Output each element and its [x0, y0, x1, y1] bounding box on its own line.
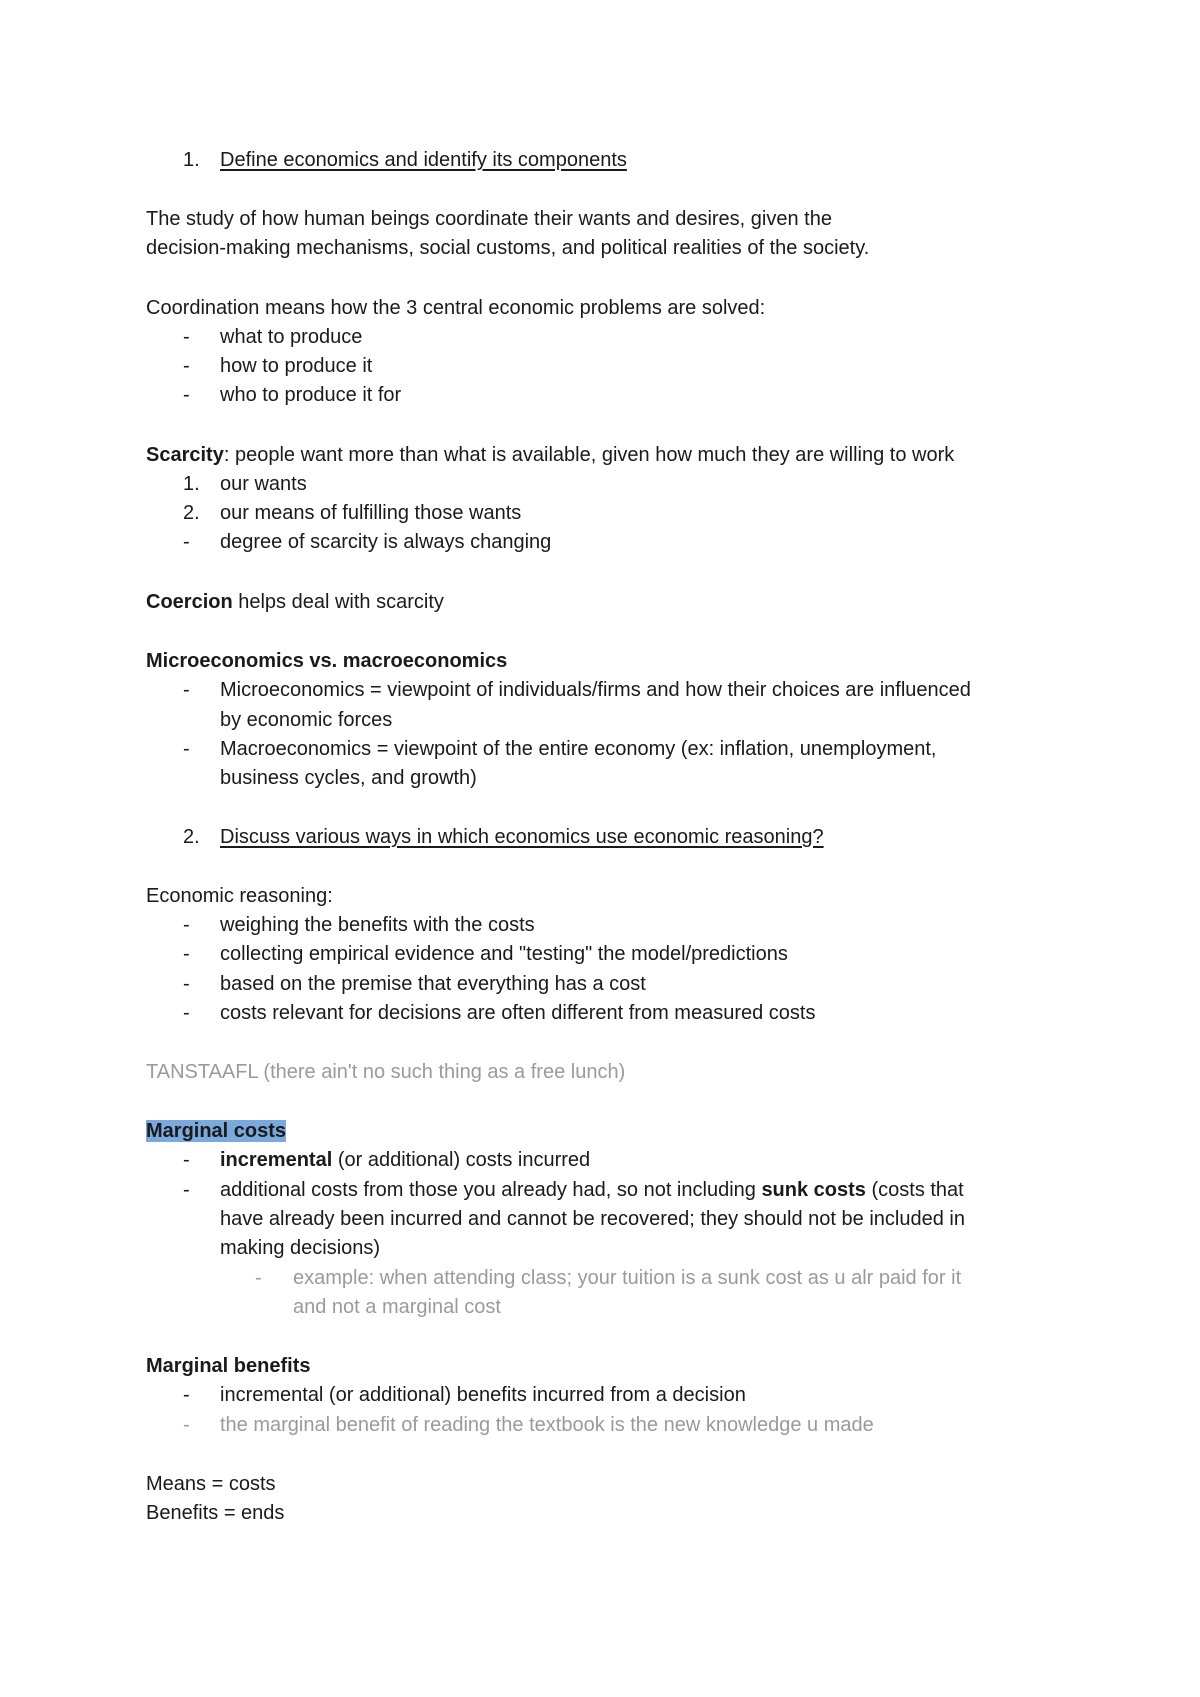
bullet-dash: -	[183, 1384, 190, 1406]
section-2-heading: Discuss various ways in which economics use economic reasoning?	[220, 826, 824, 848]
means-line: Means = costs	[146, 1473, 276, 1495]
coercion-text: helps deal with scarcity	[232, 591, 444, 613]
marginal-benefits-heading: Marginal benefits	[146, 1355, 311, 1377]
reasoning-item: weighing the benefits with the costs	[220, 914, 535, 936]
bullet-dash: -	[183, 914, 190, 936]
section-1-heading: Define economics and identify its components	[220, 149, 627, 171]
sunk-costs-term: sunk costs	[761, 1179, 866, 1201]
definition-line-2: decision-making mechanisms, social customs, and political realities of the society.	[146, 237, 870, 259]
bullet-dash: -	[183, 738, 190, 760]
mc-example-line-2: and not a marginal cost	[293, 1296, 501, 1318]
scarcity-item: degree of scarcity is always changing	[220, 531, 552, 553]
micro-line-1: Microeconomics = viewpoint of individuals/firms and how their choices are influenced	[220, 679, 971, 701]
reasoning-item: based on the premise that everything has a cost	[220, 973, 646, 995]
micro-macro-heading: Microeconomics vs. macroeconomics	[146, 650, 508, 672]
marginal-costs-heading-line	[146, 1117, 286, 1146]
reasoning-item: collecting empirical evidence and "testing" the model/predictions	[220, 943, 788, 965]
scarcity-item: our wants	[220, 473, 307, 495]
benefits-line: Benefits = ends	[146, 1502, 285, 1524]
reasoning-intro: Economic reasoning:	[146, 885, 333, 907]
coercion-term: Coercion	[146, 591, 233, 613]
mc-item-1-text: (or additional) costs incurred	[332, 1149, 591, 1171]
scarcity-item: our means of fulfilling those wants	[220, 502, 522, 524]
bullet-dash: -	[183, 384, 190, 406]
macro-line-1: Macroeconomics = viewpoint of the entire economy (ex: inflation, unemployment,	[220, 738, 937, 760]
problem-item: who to produce it for	[220, 384, 402, 406]
coordination-intro: Coordination means how the 3 central economic problems are solved:	[146, 297, 766, 319]
definition-line-1: The study of how human beings coordinate their wants and desires, given the	[146, 208, 832, 230]
mc-example-line-1: example: when attending class; your tuition is a sunk cost as u alr paid for it	[293, 1267, 962, 1289]
macro-line-2: business cycles, and growth)	[220, 767, 477, 789]
bullet-dash: -	[183, 943, 190, 965]
micro-line-2: by economic forces	[220, 709, 393, 731]
mc-item-2-line-1	[220, 1176, 964, 1205]
scarcity-term: Scarcity	[146, 444, 224, 466]
problem-item: how to produce it	[220, 355, 373, 377]
reasoning-item: costs relevant for decisions are often different from measured costs	[220, 1002, 816, 1024]
mb-item-1: incremental (or additional) benefits incurred from a decision	[220, 1384, 746, 1406]
bullet-dash: -	[183, 355, 190, 377]
mc-item-2-post: (costs that	[865, 1179, 964, 1201]
coercion-line	[146, 588, 444, 617]
scarcity-definition: : people want more than what is available, given how much they are willing to work	[223, 444, 955, 466]
scarcity-line	[146, 441, 954, 470]
problem-item: what to produce	[220, 326, 363, 348]
incremental-term: incremental	[220, 1149, 333, 1171]
mc-item-2-line-2: have already been incurred and cannot be recovered; they should not be included in	[220, 1208, 965, 1230]
bullet-dash: -	[183, 1414, 190, 1436]
list-marker: -	[183, 531, 190, 553]
tanstaafl-note: TANSTAAFL (there ain't no such thing as a free lunch)	[146, 1061, 626, 1083]
section-2-number: 2.	[183, 826, 200, 848]
mc-item-1	[220, 1146, 590, 1175]
list-marker: 2.	[183, 502, 200, 524]
bullet-dash: -	[183, 326, 190, 348]
section-1-number: 1.	[183, 149, 200, 171]
bullet-dash: -	[183, 973, 190, 995]
bullet-dash: -	[183, 1149, 190, 1171]
mc-item-2-pre: additional costs from those you already had, so not including	[220, 1179, 762, 1201]
list-marker: 1.	[183, 473, 200, 495]
mc-item-2-line-3: making decisions)	[220, 1237, 381, 1259]
bullet-dash: -	[183, 1002, 190, 1024]
bullet-dash: -	[183, 679, 190, 701]
mb-item-2: the marginal benefit of reading the textbook is the new knowledge u made	[220, 1414, 874, 1436]
marginal-costs-heading: Marginal costs	[146, 1120, 287, 1142]
bullet-dash: -	[255, 1267, 262, 1289]
bullet-dash: -	[183, 1179, 190, 1201]
